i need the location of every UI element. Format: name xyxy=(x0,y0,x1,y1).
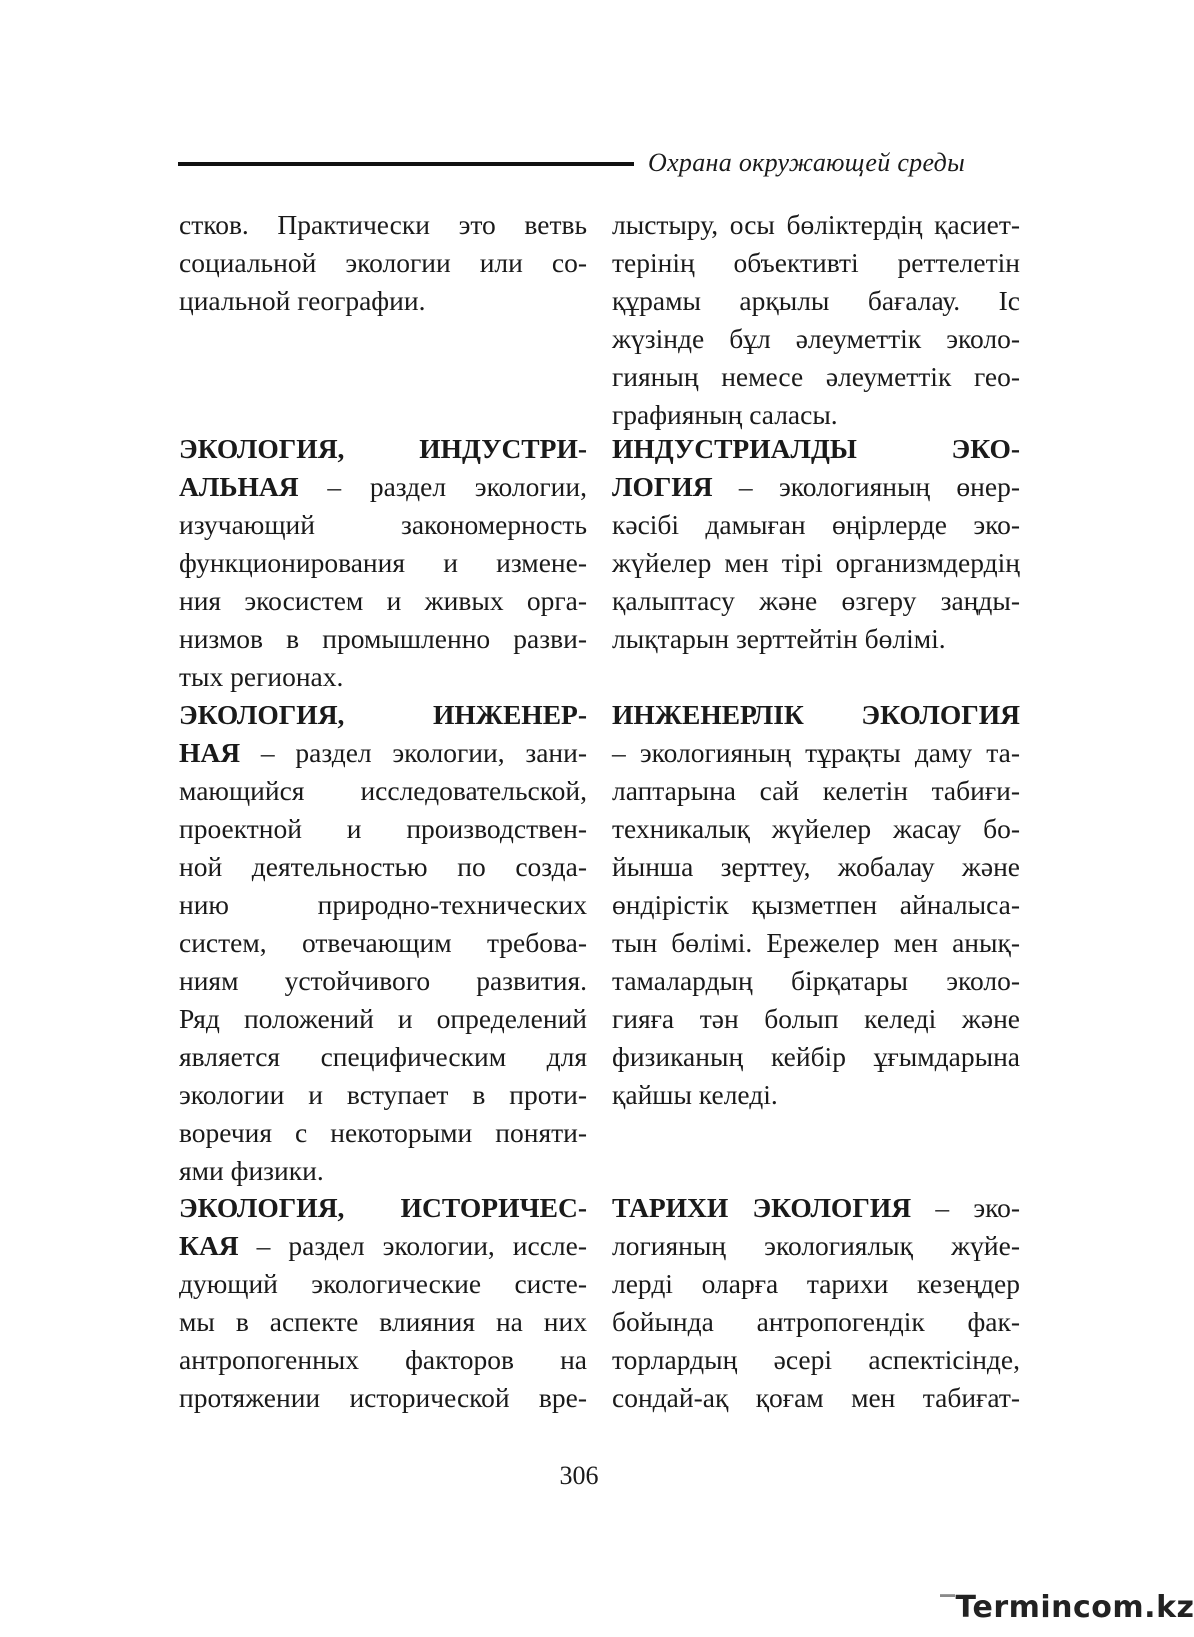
definition-text: кәсібі дамыған өңірлерде эко- xyxy=(612,509,1020,540)
definition-text: стков. Практически это ветвь xyxy=(179,209,587,240)
term-heading: КАЯ xyxy=(179,1230,239,1261)
text-line xyxy=(612,924,1020,962)
text-line xyxy=(612,1379,1020,1417)
definition-text: проектной и производствен- xyxy=(179,813,587,844)
definition-text: – раздел экологии, зани- xyxy=(240,737,587,768)
term-heading: ИНЖЕНЕРЛІК ЭКОЛОГИЯ xyxy=(612,699,1020,730)
entry-block xyxy=(179,1189,587,1417)
definition-text: лықтарын зерттейтін бөлімі. xyxy=(612,623,946,654)
text-line xyxy=(612,772,1020,810)
text-line xyxy=(179,1076,587,1114)
text-line xyxy=(612,206,1020,244)
definition-text: – эко- xyxy=(911,1192,1020,1223)
definition-text: антропогенных факторов на xyxy=(179,1344,587,1375)
definition-text: логияның экологиялық жүйе- xyxy=(612,1230,1020,1261)
text-line xyxy=(179,1000,587,1038)
entry-block xyxy=(612,430,1020,658)
text-line xyxy=(179,924,587,962)
text-line xyxy=(179,1152,587,1190)
text-line xyxy=(612,620,1020,658)
definition-text: графияның саласы. xyxy=(612,399,838,430)
definition-text: тых регионах. xyxy=(179,661,344,692)
definition-text: – раздел экологии, иссле- xyxy=(238,1230,587,1261)
text-line xyxy=(179,1379,587,1417)
text-line xyxy=(612,1076,1020,1114)
header-rule xyxy=(178,162,634,166)
entry-block xyxy=(612,1189,1020,1417)
text-line xyxy=(612,468,1020,506)
term-heading: ИНДУСТРИАЛДЫ ЭКО- xyxy=(612,433,1020,464)
definition-text: тын бөлімі. Ережелер мен анық- xyxy=(612,927,1020,958)
definition-text: циальной географии. xyxy=(179,285,426,316)
text-line xyxy=(612,734,1020,772)
text-line xyxy=(179,282,587,320)
watermark-mark-icon: ‾ xyxy=(940,1590,956,1625)
text-line xyxy=(179,244,587,282)
definition-text: систем, отвечающим требова- xyxy=(179,927,587,958)
text-line xyxy=(612,244,1020,282)
text-line xyxy=(179,582,587,620)
text-line xyxy=(179,1303,587,1341)
entry-block xyxy=(612,696,1020,1114)
term-heading: ЛОГИЯ xyxy=(612,471,713,502)
definition-text: – экологияның тұрақты даму та- xyxy=(612,737,1020,768)
text-line xyxy=(179,696,587,734)
text-line xyxy=(612,1265,1020,1303)
text-line xyxy=(612,886,1020,924)
term-heading: ТАРИХИ ЭКОЛОГИЯ xyxy=(612,1192,912,1223)
text-line xyxy=(612,582,1020,620)
text-line xyxy=(612,1227,1020,1265)
text-line xyxy=(179,810,587,848)
definition-text: гияның немесе әлеуметтік гео- xyxy=(612,361,1020,392)
text-line xyxy=(179,1189,587,1227)
text-line xyxy=(179,1341,587,1379)
text-line xyxy=(179,620,587,658)
definition-text: қайшы келеді. xyxy=(612,1079,778,1110)
text-line xyxy=(179,1114,587,1152)
text-line xyxy=(612,282,1020,320)
text-line xyxy=(612,430,1020,468)
term-heading: НАЯ xyxy=(179,737,241,768)
text-line xyxy=(179,430,587,468)
text-line xyxy=(612,506,1020,544)
text-line xyxy=(612,962,1020,1000)
term-heading: АЛЬНАЯ xyxy=(179,471,299,502)
text-line xyxy=(179,886,587,924)
text-line xyxy=(612,810,1020,848)
term-heading: ЭКОЛОГИЯ, ИНДУСТРИ- xyxy=(179,433,587,464)
definition-text: мы в аспекте влияния на них xyxy=(179,1306,587,1337)
definition-text: – раздел экологии, xyxy=(298,471,587,502)
definition-text: жүйелер мен тірі организмдердің xyxy=(612,547,1020,578)
definition-text: нию природно-технических xyxy=(179,889,587,920)
entry-block xyxy=(179,696,587,1190)
definition-text: лаптарына сай келетін табиғи- xyxy=(612,775,1020,806)
definition-text: сондай-ақ қоғам мен табиғат- xyxy=(612,1382,1020,1413)
definition-text: бойында антропогендік фак- xyxy=(612,1306,1020,1337)
text-line xyxy=(179,468,587,506)
definition-text: құрамы арқылы бағалау. Іс xyxy=(612,285,1020,316)
definition-text: физиканың кейбір ұғымдарына xyxy=(612,1041,1020,1072)
definition-text: Ряд положений и определений xyxy=(179,1003,587,1034)
entry-block xyxy=(179,430,587,696)
definition-text: ниям устойчивого развития. xyxy=(179,965,587,996)
text-line xyxy=(612,544,1020,582)
definition-text: лыстыру, осы бөліктердің қасиет- xyxy=(612,209,1020,240)
term-heading: ЭКОЛОГИЯ, ИНЖЕНЕР- xyxy=(179,699,587,730)
definition-text: қалыптасу және өзгеру заңды- xyxy=(612,585,1020,616)
definition-text: ной деятельностью по созда- xyxy=(179,851,587,882)
text-line xyxy=(612,1038,1020,1076)
text-line xyxy=(612,1000,1020,1038)
text-line xyxy=(179,658,587,696)
page-number: 306 xyxy=(559,1461,599,1490)
watermark-logo: ‾Termincom.kz xyxy=(940,1590,1194,1625)
definition-text: протяжении исторической вре- xyxy=(179,1382,587,1413)
entry-block xyxy=(612,206,1020,434)
definition-text: торлардың әсері аспектісінде, xyxy=(612,1344,1020,1375)
text-line xyxy=(179,1038,587,1076)
text-line xyxy=(612,1189,1020,1227)
text-line xyxy=(612,396,1020,434)
text-line xyxy=(612,1341,1020,1379)
text-line xyxy=(179,506,587,544)
definition-text: ями физики. xyxy=(179,1155,324,1186)
definition-text: тамалардың бірқатары эколо- xyxy=(612,965,1020,996)
definition-text: техникалық жүйелер жасау бо- xyxy=(612,813,1020,844)
text-line xyxy=(179,962,587,1000)
text-line xyxy=(612,320,1020,358)
definition-text: функционирования и измене- xyxy=(179,547,587,578)
definition-text: экологии и вступает в проти- xyxy=(179,1079,587,1110)
definition-text: ния экосистем и живых орга- xyxy=(179,585,587,616)
text-line xyxy=(612,848,1020,886)
text-line xyxy=(179,544,587,582)
term-heading: ЭКОЛОГИЯ, ИСТОРИЧЕС- xyxy=(179,1192,587,1223)
entry-block xyxy=(179,206,587,320)
definition-text: өндірістік қызметпен айналыса- xyxy=(612,889,1020,920)
text-line xyxy=(179,206,587,244)
definition-text: изучающий закономерность xyxy=(179,509,587,540)
text-line xyxy=(179,848,587,886)
definition-text: воречия с некоторыми поняти- xyxy=(179,1117,587,1148)
text-line xyxy=(612,1303,1020,1341)
text-line xyxy=(612,696,1020,734)
text-line xyxy=(179,734,587,772)
definition-text: – экологияның өнер- xyxy=(712,471,1020,502)
definition-text: мающийся исследовательской, xyxy=(179,775,587,806)
definition-text: низмов в промышленно разви- xyxy=(179,623,587,654)
text-line xyxy=(179,772,587,810)
definition-text: гияға тән болып келеді және xyxy=(612,1003,1020,1034)
text-line xyxy=(179,1265,587,1303)
text-line xyxy=(612,358,1020,396)
definition-text: жүзінде бұл әлеуметтік эколо- xyxy=(612,323,1020,354)
definition-text: социальной экологии или со- xyxy=(179,247,587,278)
running-header-title: Охрана окружающей среды xyxy=(648,148,966,177)
definition-text: является специфическим для xyxy=(179,1041,587,1072)
text-line xyxy=(179,1227,587,1265)
definition-text: лерді оларға тарихи кезеңдер xyxy=(612,1268,1020,1299)
definition-text: йынша зерттеу, жобалау және xyxy=(612,851,1020,882)
definition-text: терінің объективті реттелетін xyxy=(612,247,1020,278)
definition-text: дующий экологические систе- xyxy=(179,1268,587,1299)
